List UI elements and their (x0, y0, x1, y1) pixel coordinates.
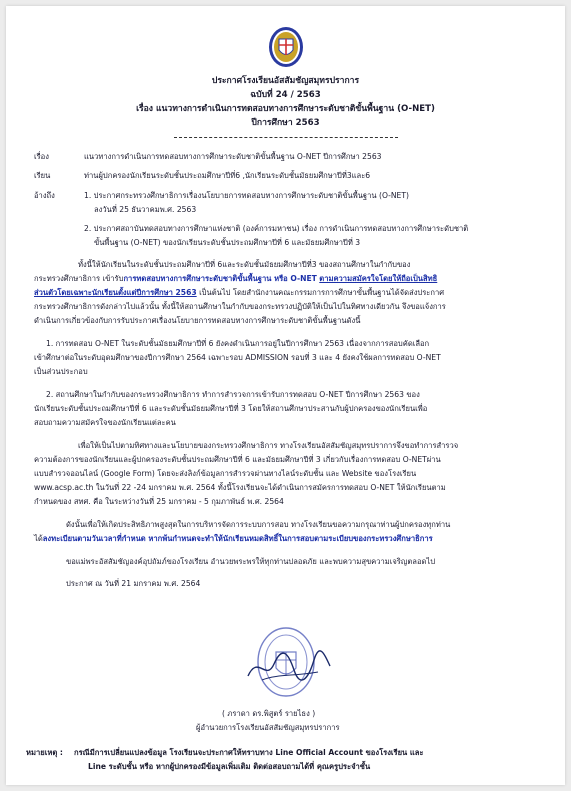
p4-line-2 (34, 533, 433, 544)
note-line-2: Line ระดับชั้น หรือ หากผู้ปกครองมีข้อมูลเพิ่มเติม ติดต่อสอบถามได้ที่ คุณครูประจำชั้น (88, 762, 371, 771)
p1-line-2-start: กระทรวงศึกษาธิการ เข้ารับ (34, 274, 124, 283)
p4-line-2-start: ได้ (34, 534, 43, 543)
ref-1-line-1: 1. ประกาศกระทรวงศึกษาธิการเรื่องนโยบายการทดสอบทางการศึกษาระดับชาติขั้นพื้นฐาน (O-NET) (84, 191, 409, 200)
ref-1-line-2: ลงวันที่ 25 ธันวาคมพ.ศ. 2563 (94, 205, 197, 214)
school-seal-logo (268, 26, 304, 68)
academic-year: ปีการศึกษา 2563 (251, 118, 320, 128)
p3-line-3: แบบสำรวจออนไลน์ (Google Form) โดยจะส่งลิงก์ข้อมูลการสำรวจผ่านทางไลน์ระดับชั้น และ Website ของโรงเรียน (34, 469, 417, 478)
p4-deadline-emphasis: ลงทะเบียนตามวันเวลาที่กำหนด หากพ้นกำหนดจะทำให้นักเรียนหมดสิทธิ์ในการสอบตามระเบียบของกระทรวงศึกษาธิการ (42, 534, 433, 543)
p1-line-3 (34, 287, 444, 298)
item-2-line-2: นักเรียนระดับชั้นประถมศึกษาปีที่ 6 และระดับชั้นมัธยมศึกษาปีที่ 3 โดยให้สถานศึกษาประสานกับผู้ปกครองของนักเรียนเพื่อ (34, 404, 428, 413)
announcement-subject-heading: เรื่อง แนวทางการดำเนินการทดสอบทางการศึกษาระดับชาติขั้นพื้นฐาน (O-NET) (136, 104, 435, 114)
item-1-line-2: เข้าศึกษาต่อในระดับอุดมศึกษาของปีการศึกษา 2564 เฉพาะรอบ ADMISSION รอบที่ 3 และ 4 ยังคงใช้ผลการทดสอบ O-NET (34, 353, 441, 362)
announcement-date: ประกาศ ณ วันที่ 21 มกราคม พ.ศ. 2564 (66, 579, 201, 588)
p3-line-1: เพื่อให้เป็นไปตามทิศทางและนโยบายของกระทรวงศึกษาธิการ ทางโรงเรียนอัสสัมชัญสมุทรปราการจึงขอทำการสำรวจ (78, 441, 459, 450)
p1-line-3-rest: เป็นต้นไป โดยสำนักงานคณะกรรมการการศึกษาขั้นพื้นฐานได้จัดส่งประกาศ (196, 288, 445, 297)
to-label: เรียน (34, 171, 51, 180)
subject-label: เรื่อง (34, 152, 49, 161)
note-label: หมายเหตุ : (26, 748, 63, 757)
subject-text: แนวทางการดำเนินการทดสอบทางการศึกษาระดับชาติขั้นพื้นฐาน O-NET ปีการศึกษา 2563 (84, 152, 382, 161)
to-text: ท่านผู้ปกครองนักเรียนระดับชั้นประถมศึกษาปีที่6 ,นักเรียนระดับชั้นมัธยมศึกษาปีที่3และ6 (84, 171, 371, 180)
p3-line-4: www.acsp.ac.th ในวันที่ 22 -24 มกราคม พ.ศ. 2564 ทั้งนี้โรงเรียนจะได้ดำเนินการสมัครการทดสอบ O-NET ให้นักเรียนตาม (34, 483, 446, 492)
p1-onet-emphasis: การทดสอบทางการศึกษาระดับชาติขั้นพื้นฐาน หรือ O-NET (123, 274, 317, 283)
p1-line-5: ดำเนินการเกี่ยวข้องกับการรับประกาศเรื่องนโยบายการทดสอบทางการศึกษาระดับชาติขั้นพื้นฐานดังนี้ (34, 316, 361, 325)
item-2-line-3: สอบถามความสมัครใจของนักเรียนแต่ละคน (34, 418, 176, 427)
p1-voluntary-emphasis: ตามความสมัครใจโดยให้ถือเป็นสิทธิ (319, 274, 438, 283)
ref-2-line-2: ขั้นพื้นฐาน (O-NET) ของนักเรียนระดับชั้นประถมศึกษาปีที่ 6 และมัธยมศึกษาปีที่ 3 (94, 238, 361, 247)
note-line-1: กรณีมีการเปลี่ยนแปลงข้อมูล โรงเรียนจะประกาศให้ทราบทาง Line Official Account ของโรงเรียน และ (74, 748, 424, 757)
p3-line-5: กำหนดของ สทศ. คือ ในระหว่างวันที่ 25 มกราคม - 5 กุมภาพันธ์ พ.ศ. 2564 (34, 497, 284, 506)
announcement-title: ประกาศโรงเรียนอัสสัมชัญสมุทรปราการ (211, 76, 360, 86)
p3-line-2: ความต้องการของนักเรียนและผู้ปกครองระดับชั้นประถมศึกษาปีที่ 6 และมัธยมศึกษาปีที่ 3 เกี่ยวกับเรื่องการทดสอบ O-NETผ่าน (34, 455, 441, 464)
item-2-line-1: 2. สถานศึกษาในกำกับของกระทรวงศึกษาธิการ ทำการสำรวจการเข้ารับการทดสอบ O-NET ปีการศึกษา 2563 ของ (46, 390, 420, 399)
p1-line-1: ทั้งนี้ให้นักเรียนในระดับชั้นประถมศึกษาปีที่ 6และระดับชั้นมัธยมศึกษาปีที่3 ของสถานศึกษาในกำกับของ (78, 260, 411, 269)
ref-label: อ้างถึง (34, 191, 55, 200)
announcement-page (6, 6, 565, 785)
signatory-name: ( ภราดา ดร.พิสูตร์ รายไธง ) (222, 709, 316, 718)
signatory-position: ผู้อำนวยการโรงเรียนอัสสัมชัญสมุทรปราการ (196, 723, 340, 732)
p1-line-4: กระทรวงศึกษาธิการดังกล่าวไปแล้วนั้น ทั้งนี้ให้สถานศึกษาในกำกับของกระทรวงปฏิบัติให้เป็นไปในทิศทางเดียวกัน จึงขอแจ้งการ (34, 302, 446, 311)
ref-2-line-1: 2. ประกาศสถาบันทดสอบทางการศึกษาแห่งชาติ (องค์การมหาชน) เรื่อง การดำเนินการทดสอบทางการศึกษาระดับชาติ (84, 224, 469, 233)
divider-line (174, 137, 398, 138)
blessing-text: ขอแม่พระอัสสัมชัญองค์อุปถัมภ์ของโรงเรียน อำนวยพระพรให้ทุกท่านปลอดภัย และพบความสุขความเจริญตลอดไป (66, 557, 436, 566)
item-1-line-3: เป็นส่วนประกอบ (34, 367, 88, 376)
p1-line-2 (34, 273, 437, 284)
item-1-line-1: 1. การทดสอบ O-NET ในระดับชั้นมัธยมศึกษาปีที่ 6 ยังคงดำเนินการอยู่ในปีการศึกษา 2563 เนื่องจากการสอบคัดเลือก (46, 339, 430, 348)
announcement-number: ฉบับที่ 24 / 2563 (250, 90, 321, 100)
p1-personal-right-emphasis: ส่วนตัวโดยเฉพาะนักเรียนตั้งแต่ปีการศึกษา 2563 (34, 288, 197, 297)
handwritten-signature (244, 646, 332, 686)
p4-line-1: ดังนั้นเพื่อให้เกิดประสิทธิภาพสูงสุดในการบริหารจัดการระบบการสอบ ทางโรงเรียนขอความกรุณาท่านผู้ปกครองทุกท่าน (66, 520, 451, 529)
